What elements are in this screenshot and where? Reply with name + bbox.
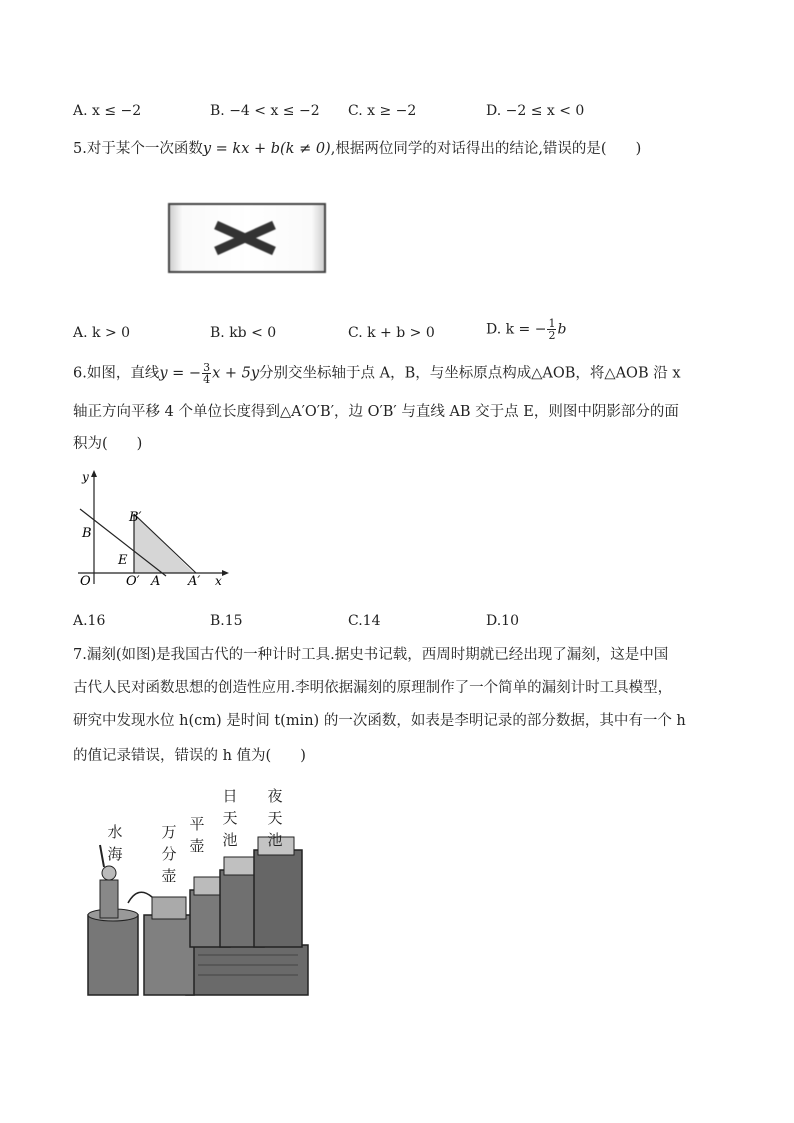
q5-option-b: B. kb < 0 [210, 325, 277, 341]
q5-suffix: ,根据两位同学的对话得出的结论,错误的是( ) [330, 141, 642, 157]
q5-formula: y = kx + b(k ≠ 0) [202, 141, 331, 157]
q5-d-den: 2 [548, 329, 556, 342]
q6-line1-b: 分别交坐标轴于点 A，B，与坐标原点构成△AOB，将△AOB 沿 x [259, 365, 681, 382]
q4-option-b: B. −4 < x ≤ −2 [210, 103, 320, 119]
label-o-prime: O′ [126, 574, 140, 589]
q4-option-a: A. x ≤ −2 [73, 103, 142, 119]
q6-figure [74, 466, 234, 591]
q6-option-b: B.15 [210, 613, 243, 629]
q7-line4: 的值记录错误，错误的 h 值为( ) [73, 748, 306, 764]
q5-option-d [486, 318, 566, 341]
q6-option-c: C.14 [348, 613, 381, 629]
q4-option-c: C. x ≥ −2 [348, 103, 417, 119]
label-y: y [82, 470, 89, 484]
q5-option-c: C. k + b > 0 [348, 325, 435, 341]
label-yetian: 夜 天 池 [267, 787, 283, 849]
q5-d-prefix: D. k = − [486, 321, 547, 338]
q6-frac-num: 3 [203, 361, 211, 374]
label-shuihai: 水 海 [107, 823, 123, 863]
q6-line1 [73, 362, 681, 385]
q6-formula-a: y = − [159, 365, 202, 382]
q7-line2: 古代人民对函数思想的创造性应用.李明依据漏刻的原理制作了一个简单的漏刻计时工具模型， [73, 680, 673, 696]
label-wanfen: 万 分 壶 [161, 823, 177, 885]
q5-d-num: 1 [548, 317, 556, 330]
cross-icon [210, 219, 280, 257]
q6-fraction [202, 362, 211, 385]
y-axis-arrow [91, 470, 97, 477]
label-b: B [82, 526, 92, 541]
q5-prefix: 5.对于某个一次函数 [73, 141, 203, 157]
q6-option-d: D.10 [486, 613, 519, 629]
label-o: O [80, 574, 91, 589]
label-ritian: 日 天 池 [222, 787, 238, 849]
q6-option-a: A.16 [73, 613, 106, 629]
q6-frac-den: 4 [203, 373, 211, 386]
q6-line2: 轴正方向平移 4 个单位长度得到△A′O′B′，边 O′B′ 与直线 AB 交于点 E，则图中阴影部分的面 [73, 404, 679, 420]
q6-formula-b: x + 5y [212, 365, 260, 382]
x-axis-arrow [222, 570, 229, 576]
label-b-prime: B′ [129, 510, 142, 525]
q5-option-a: A. k > 0 [73, 325, 131, 341]
water-clock-illustration [78, 785, 318, 1005]
q5-d-suffix: b [557, 321, 567, 338]
label-e: E [118, 553, 128, 568]
q7-line3: 研究中发现水位 h(cm) 是时间 t(min) 的一次函数，如表是李明记录的部分数据，其中有一个 h [73, 713, 686, 729]
label-pingtan: 平 壶 [189, 815, 205, 855]
q5-d-fraction [547, 318, 556, 341]
q7-line1: 7.漏刻(如图)是我国古代的一种计时工具.据史书记载，西周时期就已经出现了漏刻，这是中国 [73, 647, 669, 663]
label-x: x [215, 574, 222, 588]
broken-image-icon [168, 203, 326, 273]
label-a: A [151, 574, 161, 589]
q4-option-d: D. −2 ≤ x < 0 [486, 103, 585, 119]
q6-line1-a: 6.如图，直线 [73, 365, 160, 382]
q5-stem [73, 138, 641, 160]
label-a-prime: A′ [188, 574, 201, 589]
q6-line3: 积为( ) [73, 436, 143, 452]
